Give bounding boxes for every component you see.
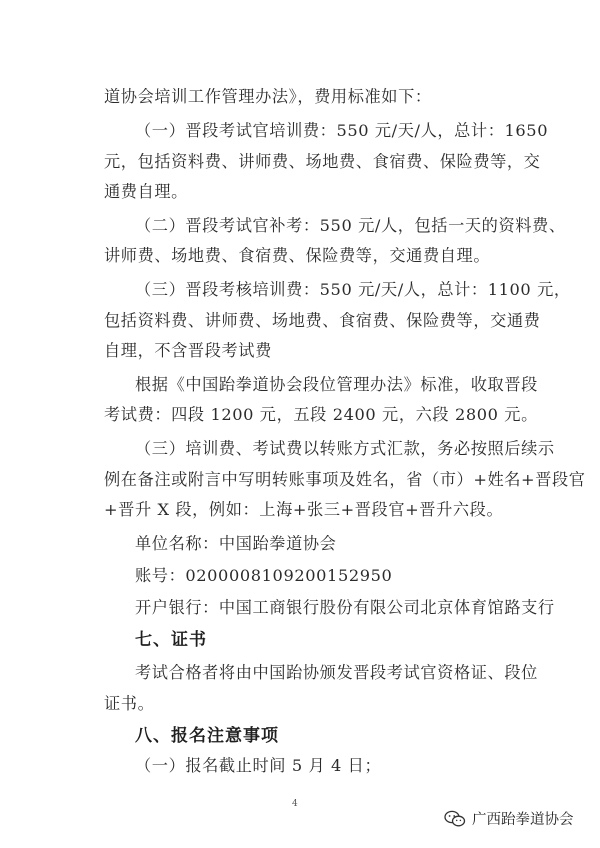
source-watermark bbox=[444, 808, 574, 829]
body-line: 包括资料费、讲师费、场地费、食宿费、保险费等，交通费 bbox=[104, 311, 541, 330]
body-line: 通费自理。 bbox=[104, 182, 188, 201]
body-line: 自理，不含晋段考试费 bbox=[104, 341, 272, 360]
page-number: 4 bbox=[292, 799, 298, 809]
body-line: 考试费：四段 1200 元，五段 2400 元，六段 2800 元。 bbox=[104, 405, 538, 424]
body-line: （一）报名截止时间 5 月 4 日； bbox=[135, 756, 382, 775]
body-line: （二）晋段考试官补考：550 元/人，包括一天的资料费、 bbox=[135, 216, 566, 235]
body-line: 根据《中国跆拳道协会段位管理办法》标准，收取晋段 bbox=[135, 375, 538, 394]
body-line: 证书。 bbox=[104, 694, 155, 713]
body-line: （一）晋段考试官培训费：550 元/天/人，总计：1650 bbox=[135, 121, 549, 140]
body-line: +晋升 X 段，例如：上海+张三+晋段官+晋升六段。 bbox=[104, 500, 504, 519]
wechat-icon bbox=[444, 810, 466, 828]
watermark-text: 广西跆拳道协会 bbox=[472, 812, 574, 828]
org-name-line: 单位名称：中国跆拳道协会 bbox=[135, 534, 337, 553]
body-line: （三）晋段考核培训费：550 元/天/人，总计：1100 元， bbox=[135, 280, 571, 299]
body-line: 讲师费、场地费、食宿费、保险费等，交通费自理。 bbox=[104, 246, 491, 265]
section-heading-registration: 八、报名注意事项 bbox=[135, 726, 279, 746]
body-line: 道协会培训工作管理办法》，费用标准如下： bbox=[104, 87, 432, 106]
body-line: 考试合格者将由中国跆协颁发晋段考试官资格证、段位 bbox=[135, 663, 538, 682]
bank-line: 开户银行：中国工商银行股份有限公司北京体育馆路支行 bbox=[135, 598, 555, 617]
body-line: （三）培训费、考试费以转账方式汇款，务必按照后续示 bbox=[135, 439, 555, 458]
body-line: 元，包括资料费、讲师费、场地费、食宿费、保险费等，交 bbox=[104, 152, 541, 171]
body-line: 例在备注或附言中写明转账事项及姓名，省（市）+姓名+晋段官 bbox=[104, 470, 586, 489]
section-heading-certificate: 七、证书 bbox=[135, 630, 207, 650]
account-number-line: 账号：0200008109200152950 bbox=[135, 566, 393, 585]
